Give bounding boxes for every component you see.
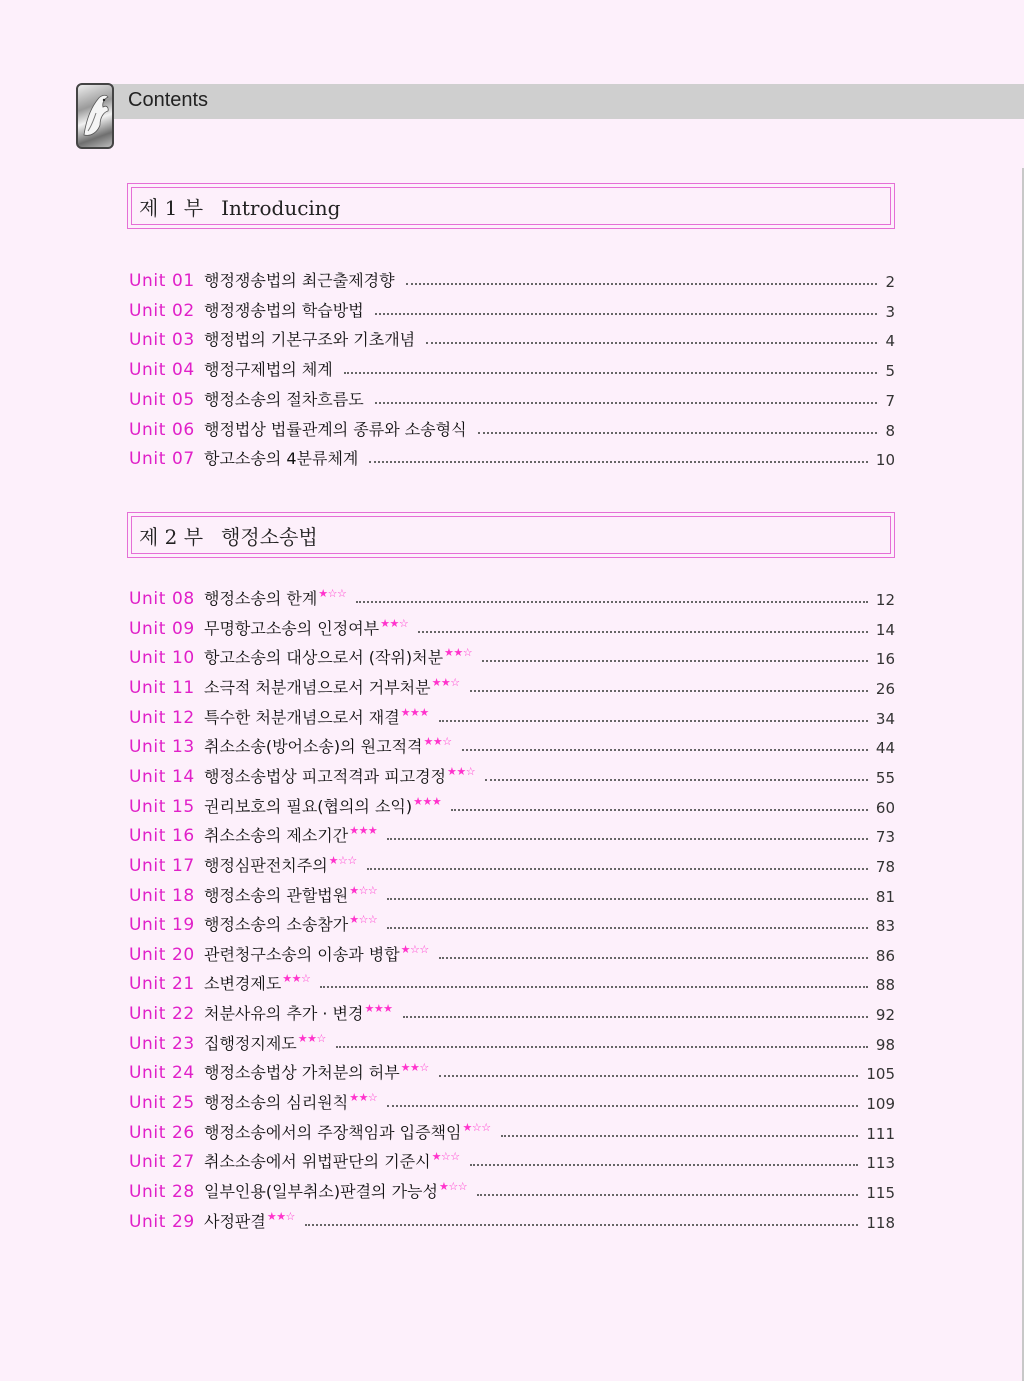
unit-title bbox=[204, 327, 416, 350]
page-number: 98 bbox=[875, 1035, 895, 1054]
unit-title-text: 무명항고소송의 인정여부 bbox=[204, 618, 380, 638]
unit-title-text: 행정소송에서의 주장책임과 입증책임 bbox=[204, 1122, 462, 1142]
part-number: 제 2 부 bbox=[139, 525, 204, 549]
page-number: 55 bbox=[875, 768, 895, 787]
dot-leader bbox=[501, 1135, 859, 1137]
unit-label: Unit 10 bbox=[129, 648, 195, 669]
unit-label: Unit 17 bbox=[129, 855, 195, 876]
difficulty-stars: ★☆☆ bbox=[349, 913, 378, 927]
unit-label: Unit 03 bbox=[129, 330, 195, 351]
difficulty-stars: ★★☆ bbox=[282, 972, 311, 986]
page-number: 7 bbox=[885, 391, 895, 410]
unit-title-text: 행정소송법상 피고적격과 피고경정 bbox=[204, 766, 447, 786]
unit-title-text: 행정법상 법률관계의 종류와 소송형식 bbox=[204, 419, 467, 439]
unit-label: Unit 14 bbox=[129, 766, 195, 787]
part-number: 제 1 부 bbox=[139, 196, 204, 220]
dot-leader bbox=[478, 432, 878, 434]
unit-title bbox=[204, 616, 408, 639]
toc-entry[interactable] bbox=[129, 445, 895, 469]
page-number: 83 bbox=[875, 917, 895, 936]
toc-entry[interactable] bbox=[129, 1119, 895, 1143]
page-number: 34 bbox=[875, 709, 895, 728]
page-number: 3 bbox=[885, 302, 895, 321]
difficulty-stars: ★★★ bbox=[364, 1002, 393, 1016]
page-number: 113 bbox=[866, 1154, 895, 1173]
part-2-title bbox=[139, 521, 318, 550]
toc-entry[interactable] bbox=[129, 1030, 895, 1054]
dot-leader bbox=[375, 313, 878, 315]
toc-entry[interactable] bbox=[129, 674, 895, 698]
unit-title bbox=[204, 298, 365, 321]
dot-leader bbox=[439, 957, 868, 959]
difficulty-stars: ★☆☆ bbox=[462, 1120, 491, 1134]
unit-title bbox=[204, 357, 334, 380]
unit-title bbox=[204, 1001, 393, 1024]
unit-title-text: 관련청구소송의 이송과 병합 bbox=[204, 944, 400, 964]
unit-title bbox=[204, 387, 365, 410]
unit-title-text: 행정소송의 심리원칙 bbox=[204, 1093, 349, 1113]
page-number: 81 bbox=[875, 887, 895, 906]
unit-title-text: 처분사유의 추가 · 변경 bbox=[204, 1004, 364, 1024]
unit-title-text: 소극적 처분개념으로서 거부처분 bbox=[204, 677, 431, 697]
toc-entry[interactable] bbox=[129, 1208, 895, 1232]
toc-entry[interactable] bbox=[129, 763, 895, 787]
difficulty-stars: ★★★ bbox=[413, 794, 442, 808]
dot-leader bbox=[462, 749, 868, 751]
unit-title-text: 취소소송의 제소기간 bbox=[204, 826, 349, 846]
unit-title-text: 집행정지제도 bbox=[204, 1033, 297, 1053]
toc-entry[interactable] bbox=[129, 941, 895, 965]
unit-label: Unit 19 bbox=[129, 915, 195, 936]
dot-leader bbox=[344, 372, 878, 374]
difficulty-stars: ★★★ bbox=[400, 705, 429, 719]
unit-label: Unit 07 bbox=[129, 449, 195, 470]
eagle-emblem-icon bbox=[76, 83, 114, 149]
toc-entry[interactable] bbox=[129, 1059, 895, 1083]
difficulty-stars: ★☆☆ bbox=[431, 1150, 460, 1164]
unit-title bbox=[204, 1090, 377, 1113]
unit-label: Unit 11 bbox=[129, 677, 195, 698]
difficulty-stars: ★★☆ bbox=[447, 764, 476, 778]
toc-entry[interactable] bbox=[129, 970, 895, 994]
unit-title bbox=[204, 971, 310, 994]
unit-label: Unit 02 bbox=[129, 300, 195, 321]
unit-title-text: 일부인용(일부취소)판결의 가능성 bbox=[204, 1182, 438, 1201]
unit-title bbox=[204, 586, 346, 609]
unit-label: Unit 24 bbox=[129, 1063, 195, 1084]
toc-entry[interactable] bbox=[129, 1148, 895, 1172]
toc-entry[interactable] bbox=[129, 386, 895, 410]
unit-title-text: 행정소송의 관할법원 bbox=[204, 885, 349, 905]
toc-entry[interactable] bbox=[129, 585, 895, 609]
unit-label: Unit 22 bbox=[129, 1004, 195, 1025]
unit-label: Unit 04 bbox=[129, 360, 195, 381]
unit-label: Unit 01 bbox=[129, 271, 195, 291]
unit-title bbox=[204, 705, 429, 728]
dot-leader bbox=[418, 631, 868, 633]
unit-title-text: 행정쟁송법의 최근출제경향 bbox=[204, 271, 395, 290]
dot-leader bbox=[367, 868, 868, 870]
unit-title-text: 행정쟁송법의 학습방법 bbox=[204, 300, 364, 320]
difficulty-stars: ★★★ bbox=[349, 824, 378, 838]
difficulty-stars: ★☆☆ bbox=[400, 942, 429, 956]
page-number: 12 bbox=[875, 591, 895, 609]
page-number: 88 bbox=[875, 976, 895, 995]
unit-label: Unit 28 bbox=[129, 1182, 195, 1202]
difficulty-stars: ★★☆ bbox=[380, 616, 409, 630]
unit-title-text: 행정법의 기본구조와 기초개념 bbox=[204, 330, 416, 350]
unit-title-text: 행정구제법의 체계 bbox=[204, 360, 333, 380]
page-header-title: Contents bbox=[128, 89, 209, 111]
page-number: 78 bbox=[875, 857, 895, 876]
unit-title bbox=[204, 823, 377, 846]
toc-entry[interactable] bbox=[129, 416, 895, 440]
unit-title-text: 소변경제도 bbox=[204, 974, 282, 994]
dot-leader bbox=[387, 927, 868, 929]
unit-label: Unit 12 bbox=[129, 707, 195, 728]
page-number: 109 bbox=[866, 1095, 895, 1114]
toc-entry[interactable] bbox=[129, 297, 895, 321]
unit-title-text: 행정심판전치주의 bbox=[204, 855, 328, 875]
dot-leader bbox=[305, 1224, 858, 1226]
dot-leader bbox=[477, 1194, 858, 1196]
part-1-title bbox=[139, 192, 340, 221]
dot-leader bbox=[482, 660, 868, 662]
unit-title-text: 사정판결 bbox=[204, 1211, 266, 1231]
toc-entry[interactable] bbox=[129, 267, 895, 291]
difficulty-stars: ★☆☆ bbox=[438, 1180, 468, 1193]
toc-entry[interactable] bbox=[129, 1000, 895, 1024]
unit-label: Unit 09 bbox=[129, 618, 195, 639]
unit-label: Unit 06 bbox=[129, 419, 195, 440]
page-number: 16 bbox=[875, 650, 895, 669]
dot-leader bbox=[470, 690, 868, 692]
unit-title bbox=[204, 1149, 460, 1172]
dot-leader bbox=[387, 838, 868, 840]
difficulty-stars: ★☆☆ bbox=[318, 587, 347, 600]
dot-leader bbox=[320, 986, 868, 988]
page-number: 111 bbox=[866, 1124, 895, 1143]
dot-leader bbox=[387, 1105, 858, 1107]
page-number: 118 bbox=[866, 1213, 895, 1232]
difficulty-stars: ★★☆ bbox=[349, 1091, 378, 1105]
dot-leader bbox=[406, 283, 878, 285]
unit-title bbox=[204, 853, 357, 876]
unit-title bbox=[204, 1209, 295, 1232]
unit-label: Unit 25 bbox=[129, 1093, 195, 1114]
unit-label: Unit 15 bbox=[129, 796, 195, 817]
page-number: 10 bbox=[875, 451, 895, 470]
unit-title bbox=[204, 883, 377, 906]
unit-label: Unit 20 bbox=[129, 944, 195, 965]
unit-title-text: 항고소송의 대상으로서 (작위)처분 bbox=[204, 648, 444, 668]
unit-label: Unit 16 bbox=[129, 826, 195, 847]
difficulty-stars: ★★☆ bbox=[423, 735, 452, 749]
unit-title-text: 취소소송에서 위법판단의 기준시 bbox=[204, 1152, 431, 1172]
unit-label: Unit 05 bbox=[129, 389, 195, 410]
unit-label: Unit 18 bbox=[129, 885, 195, 906]
toc-entry[interactable] bbox=[129, 1178, 895, 1202]
difficulty-stars: ★☆☆ bbox=[328, 853, 357, 867]
page-number: 44 bbox=[875, 739, 895, 758]
dot-leader bbox=[403, 1016, 868, 1018]
dot-leader bbox=[375, 402, 878, 404]
dot-leader bbox=[485, 779, 868, 781]
unit-label: Unit 29 bbox=[129, 1211, 195, 1232]
toc-entry[interactable] bbox=[129, 793, 895, 817]
dot-leader bbox=[439, 720, 868, 722]
page-number: 2 bbox=[885, 273, 895, 291]
dot-leader bbox=[387, 898, 868, 900]
dot-leader bbox=[439, 1075, 859, 1077]
unit-title bbox=[204, 268, 396, 291]
page-number: 86 bbox=[875, 946, 895, 965]
unit-title-text: 취소소송(방어소송)의 원고적격 bbox=[204, 737, 423, 757]
unit-title-text: 행정소송법상 가처분의 허부 bbox=[204, 1063, 400, 1083]
dot-leader bbox=[451, 809, 868, 811]
unit-label: Unit 13 bbox=[129, 737, 195, 758]
page-number: 60 bbox=[875, 798, 895, 817]
unit-title bbox=[204, 1031, 326, 1054]
unit-title bbox=[204, 645, 472, 668]
toc-entry[interactable] bbox=[129, 733, 895, 757]
toc-entry[interactable] bbox=[129, 882, 895, 906]
unit-label: Unit 26 bbox=[129, 1122, 195, 1143]
unit-title bbox=[204, 942, 429, 965]
unit-title bbox=[204, 764, 475, 787]
dot-leader bbox=[470, 1164, 859, 1166]
page-number: 14 bbox=[875, 620, 895, 639]
unit-label: Unit 21 bbox=[129, 974, 195, 995]
dot-leader bbox=[356, 601, 868, 603]
toc-entry[interactable] bbox=[129, 1089, 895, 1113]
unit-title bbox=[204, 446, 359, 469]
difficulty-stars: ★★☆ bbox=[266, 1209, 295, 1223]
unit-title bbox=[204, 1120, 491, 1143]
dot-leader bbox=[426, 342, 877, 344]
unit-title-text: 항고소송의 4분류체계 bbox=[204, 449, 359, 469]
toc-entry[interactable] bbox=[129, 615, 895, 639]
toc-entry[interactable] bbox=[129, 911, 895, 935]
page-number: 8 bbox=[885, 421, 895, 440]
unit-label: Unit 08 bbox=[129, 589, 195, 609]
unit-title bbox=[204, 1179, 467, 1202]
page-number: 115 bbox=[866, 1184, 895, 1202]
toc-entry[interactable] bbox=[129, 822, 895, 846]
unit-title-text: 행정소송의 절차흐름도 bbox=[204, 389, 364, 409]
unit-title bbox=[204, 417, 468, 440]
unit-title-text: 권리보호의 필요(협의의 소익) bbox=[204, 796, 413, 816]
toc-entry[interactable] bbox=[129, 852, 895, 876]
difficulty-stars: ★★☆ bbox=[297, 1031, 326, 1045]
unit-title bbox=[204, 794, 441, 817]
page-number: 4 bbox=[885, 332, 895, 351]
toc-entry[interactable] bbox=[129, 704, 895, 728]
page-number: 105 bbox=[866, 1065, 895, 1084]
page-number: 5 bbox=[885, 362, 895, 381]
dot-leader bbox=[336, 1046, 868, 1048]
unit-title-text: 행정소송의 한계 bbox=[204, 589, 318, 608]
unit-title bbox=[204, 675, 460, 698]
page-number: 92 bbox=[875, 1006, 895, 1025]
toc-entry[interactable] bbox=[129, 644, 895, 668]
unit-title-text: 특수한 처분개념으로서 재결 bbox=[204, 707, 400, 727]
part-2-heading bbox=[127, 512, 895, 558]
difficulty-stars: ★★☆ bbox=[400, 1061, 429, 1075]
header-bar bbox=[82, 84, 1024, 119]
part-name: Introducing bbox=[221, 196, 341, 220]
dot-leader bbox=[369, 461, 868, 463]
part-name: 행정소송법 bbox=[221, 525, 318, 549]
difficulty-stars: ★☆☆ bbox=[349, 883, 378, 897]
difficulty-stars: ★★☆ bbox=[444, 646, 473, 660]
unit-label: Unit 27 bbox=[129, 1152, 195, 1173]
unit-title bbox=[204, 1060, 429, 1083]
toc-entry[interactable] bbox=[129, 326, 895, 350]
unit-title bbox=[204, 734, 452, 757]
toc-entry[interactable] bbox=[129, 356, 895, 380]
unit-label: Unit 23 bbox=[129, 1033, 195, 1054]
page-number: 73 bbox=[875, 828, 895, 847]
difficulty-stars: ★★☆ bbox=[431, 675, 460, 689]
part-1-heading bbox=[127, 183, 895, 229]
unit-title bbox=[204, 912, 377, 935]
unit-title-text: 행정소송의 소송참가 bbox=[204, 915, 349, 935]
page-number: 26 bbox=[875, 679, 895, 698]
